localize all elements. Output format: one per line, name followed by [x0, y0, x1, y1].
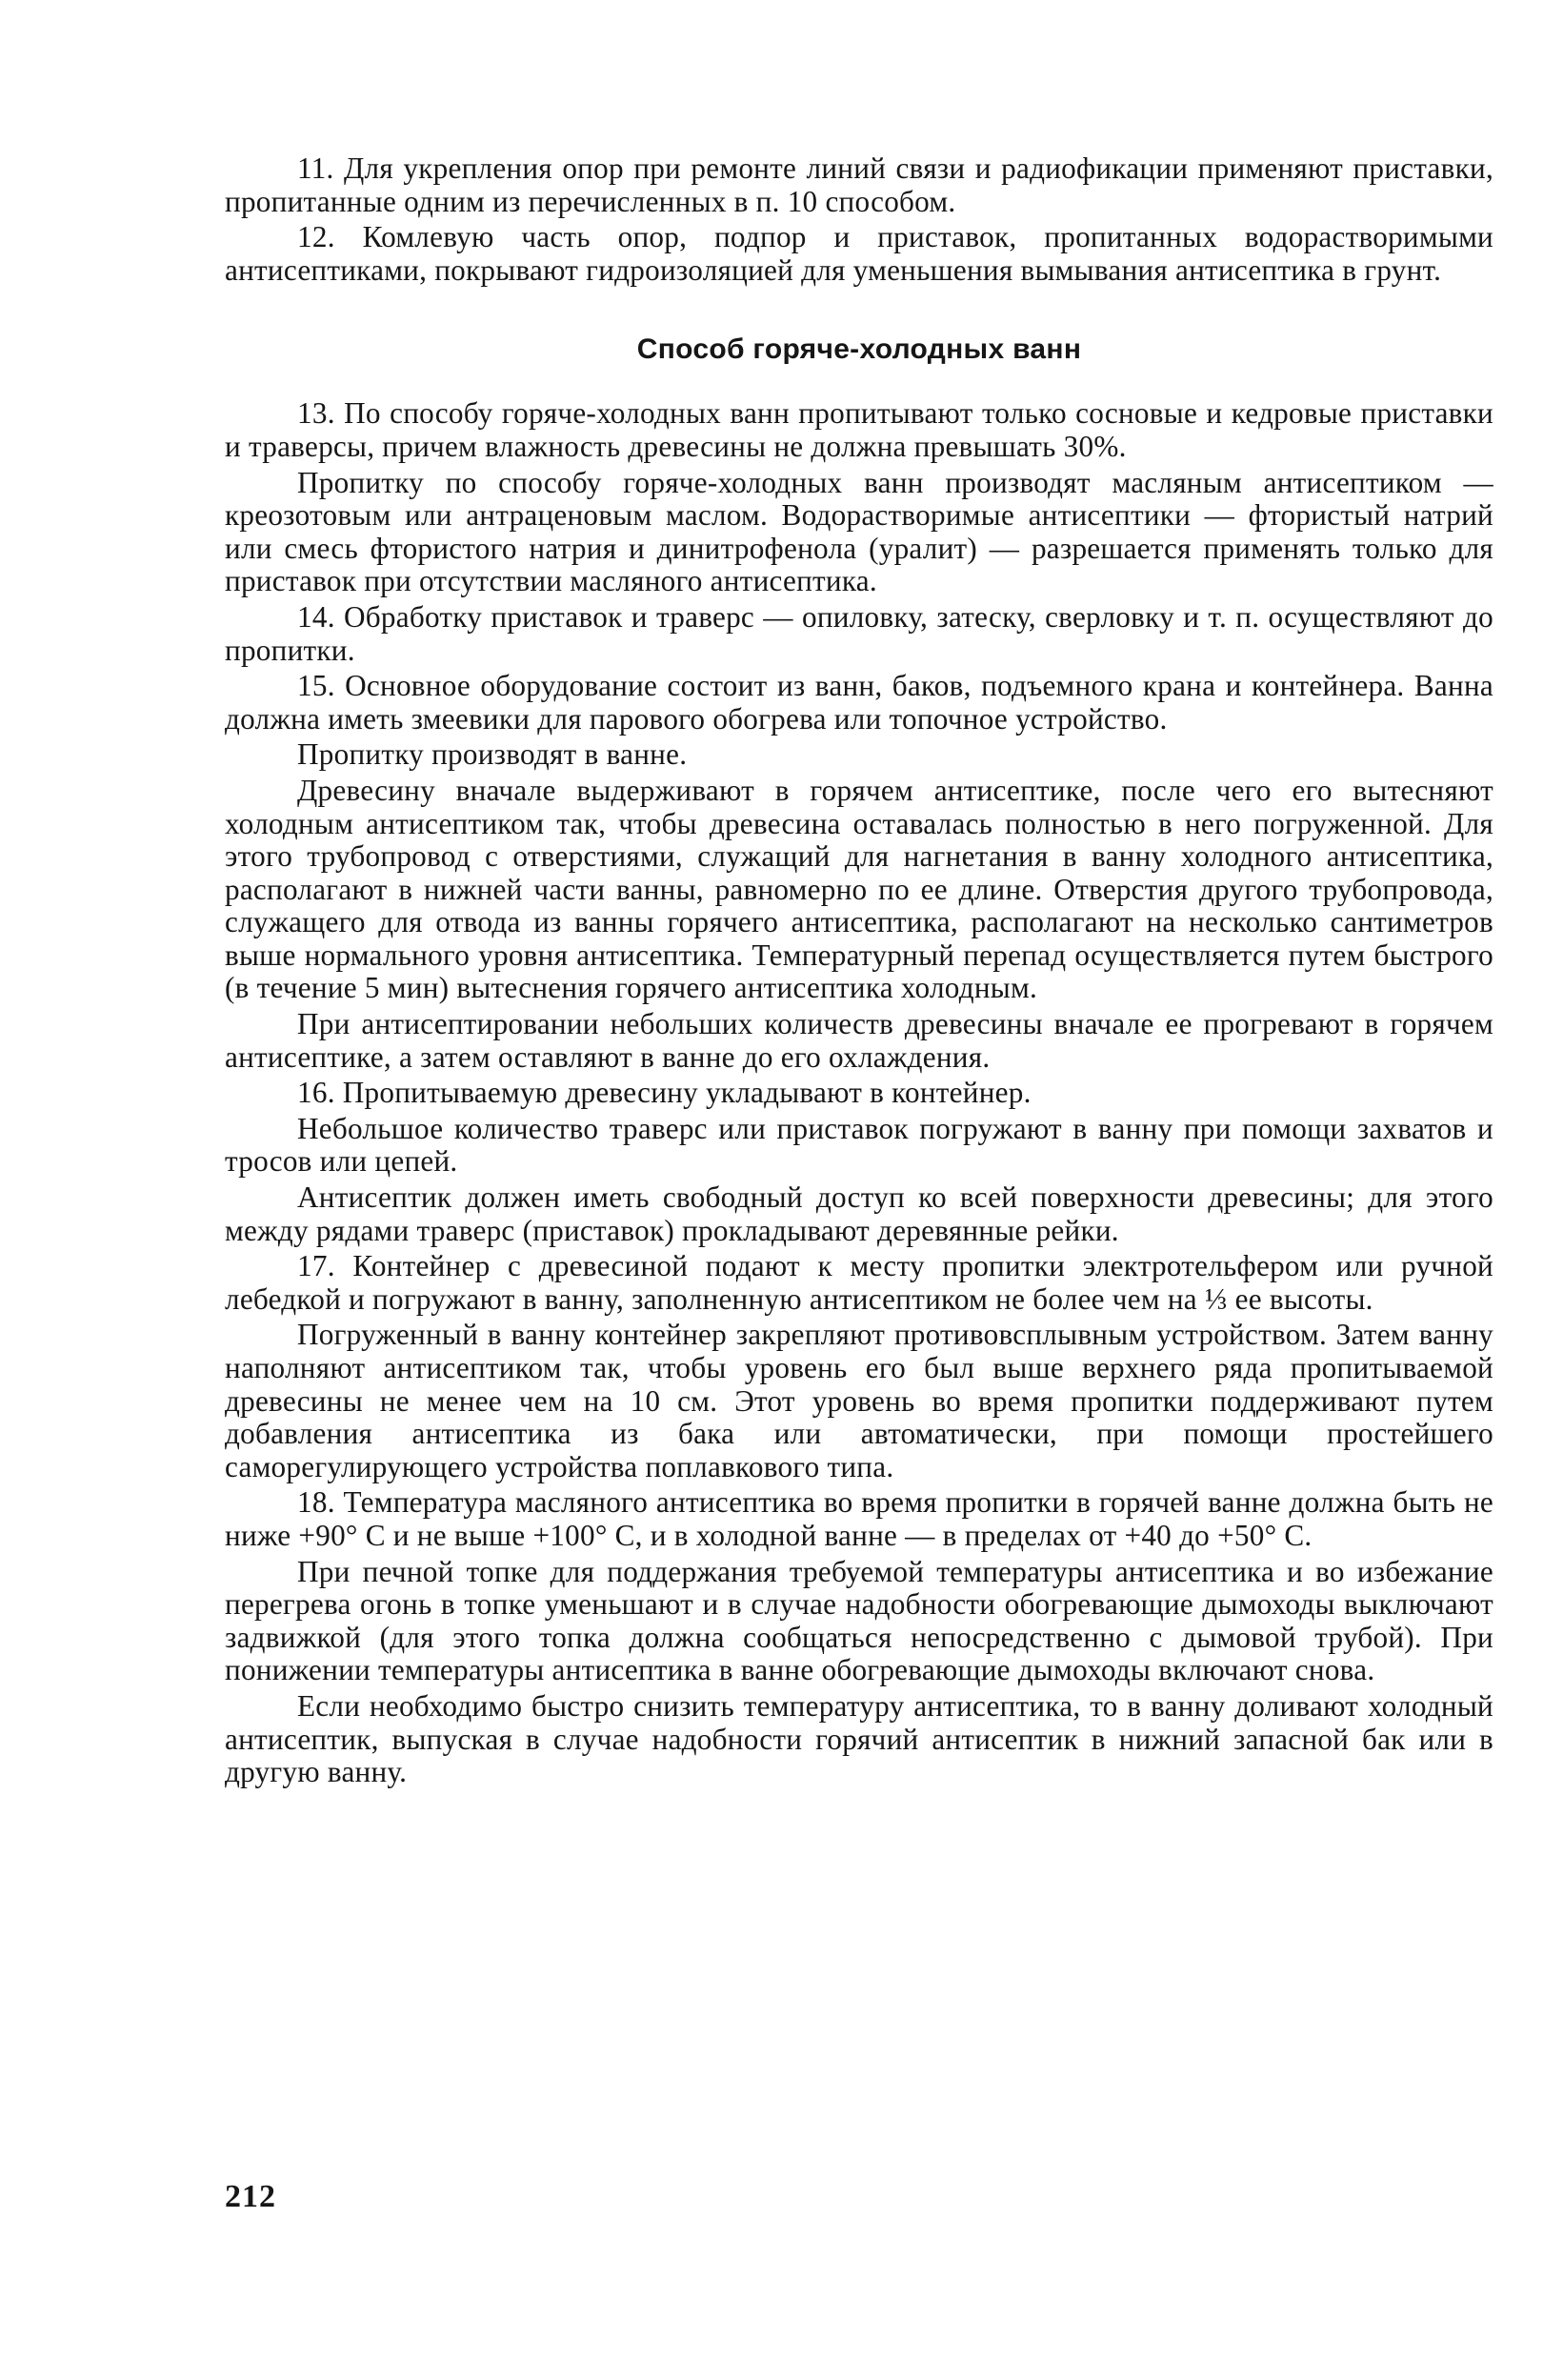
- paragraph-item-18: 18. Температура масляного антисептика во время пропитки в горячей ванне должна быть не ниже +90° С и не выше +100° С, и в холодной ванне — в пределах от +40 до +50° С.: [225, 1485, 1493, 1552]
- paragraph-container-fixing: Погруженный в ванну контейнер закрепляют противовсплывным устройством. Затем ванну наполняют антисептиком так, чтобы уровень его был выше верхнего ряда пропитываемой древесины не менее чем на 10 см. Этот уровень во время пропитки поддерживают путем добавления антисептика из бака или автоматически, при помощи простейшего саморегулирующего устройства поплавкового типа.: [225, 1318, 1493, 1483]
- paragraph-small-batch-immersion: Небольшое количество траверс или приставок погружают в ванну при помощи захватов и тросов или цепей.: [225, 1111, 1493, 1179]
- paragraph-quick-cooling: Если необходимо быстро снизить температуру антисептика, то в ванну доливают холодный антисептик, выпуская в случае надобности горячий антисептик в нижний запасной бак или в другую ванну.: [225, 1688, 1493, 1789]
- paragraph-item-16: 16. Пропитываемую древесину укладывают в контейнер.: [297, 1076, 1032, 1110]
- page-number: 212: [225, 2179, 276, 2214]
- paragraph-hot-cold-process: Древесину вначале выдерживают в горячем антисептике, после чего его вытесняют холодным антисептиком так, чтобы древесина оставалась полностью в него погруженной. Для этого трубопровод с отверстиями, служащий для нагнетания в ванну холодного антисептика, располагают в нижней части ванны, равномерно по ее длине. Отверстия другого трубопровода, служащего для отвода из ванны горячего антисептика, располагают на несколько сантиметров выше нормального уровня антисептика. Температурный перепад осуществляется путем быстрого (в течение 5 мин) вытеснения горячего антисептика холодным.: [225, 773, 1493, 1005]
- paragraph-item-11: 11. Для укрепления опор при ремонте линий связи и радиофикации применяют приставки, пропитанные одним из перечисленных в п. 10 способом.: [225, 151, 1493, 218]
- paragraph-impregnation-in-bath: Пропитку производят в ванне.: [297, 737, 688, 772]
- paragraph-item-14: 14. Обработку приставок и траверс — опиловку, затеску, сверловку и т. п. осуществляют до пропитки.: [225, 599, 1493, 667]
- paragraph-free-access: Антисептик должен иметь свободный доступ ко всей поверхности древесины; для этого между рядами траверс (приставок) прокладывают деревянные рейки.: [225, 1180, 1493, 1247]
- section-heading: Способ горяче-холодных ванн: [636, 333, 1082, 366]
- paragraph-item-15: 15. Основное оборудование состоит из ванн, баков, подъемного крана и контейнера. Ванна должна иметь змеевики для парового обогрева или топочное устройство.: [225, 669, 1493, 736]
- page-body: [225, 152, 1493, 1789]
- paragraph-item-13: 13. По способу горяче-холодных ванн пропитывают только сосновые и кедровые приставки и траверсы, причем влажность древесины не должна превышать 30%.: [225, 396, 1493, 463]
- paragraph-small-quantities: При антисептировании небольших количеств древесины вначале ее прогревают в горячем антисептике, а затем оставляют в ванне до его охлаждения.: [225, 1007, 1493, 1074]
- paragraph-furnace-control: При печной топке для поддержания требуемой температуры антисептика и во избежание перегрева огонь в топке уменьшают и в случае надобности обогревающие дымоходы выключают задвижкой (для этого топка должна сообщаться непосредственно с дымовой трубой). При понижении температуры антисептика в ванне обогревающие дымоходы включают снова.: [225, 1554, 1493, 1687]
- paragraph-impregnation-antiseptics: Пропитку по способу горяче-холодных ванн производят масляным антисептиком — креозотовым или антраценовым маслом. Водорастворимые антисептики — фтористый натрий или смесь фтористого натрия и динитрофенола (уралит) — разрешается применять только для приставок при отсутствии масляного антисептика.: [225, 465, 1493, 598]
- paragraph-item-17: 17. Контейнер с древесиной подают к месту пропитки электротельфером или ручной лебедкой и погружают в ванну, заполненную антисептиком не более чем на ⅓ ее высоты.: [225, 1249, 1493, 1316]
- paragraph-item-12: 12. Комлевую часть опор, подпор и приставок, пропитанных водорастворимыми антисептиками, покрывают гидроизоляцией для уменьшения вымывания антисептика в грунт.: [225, 220, 1493, 287]
